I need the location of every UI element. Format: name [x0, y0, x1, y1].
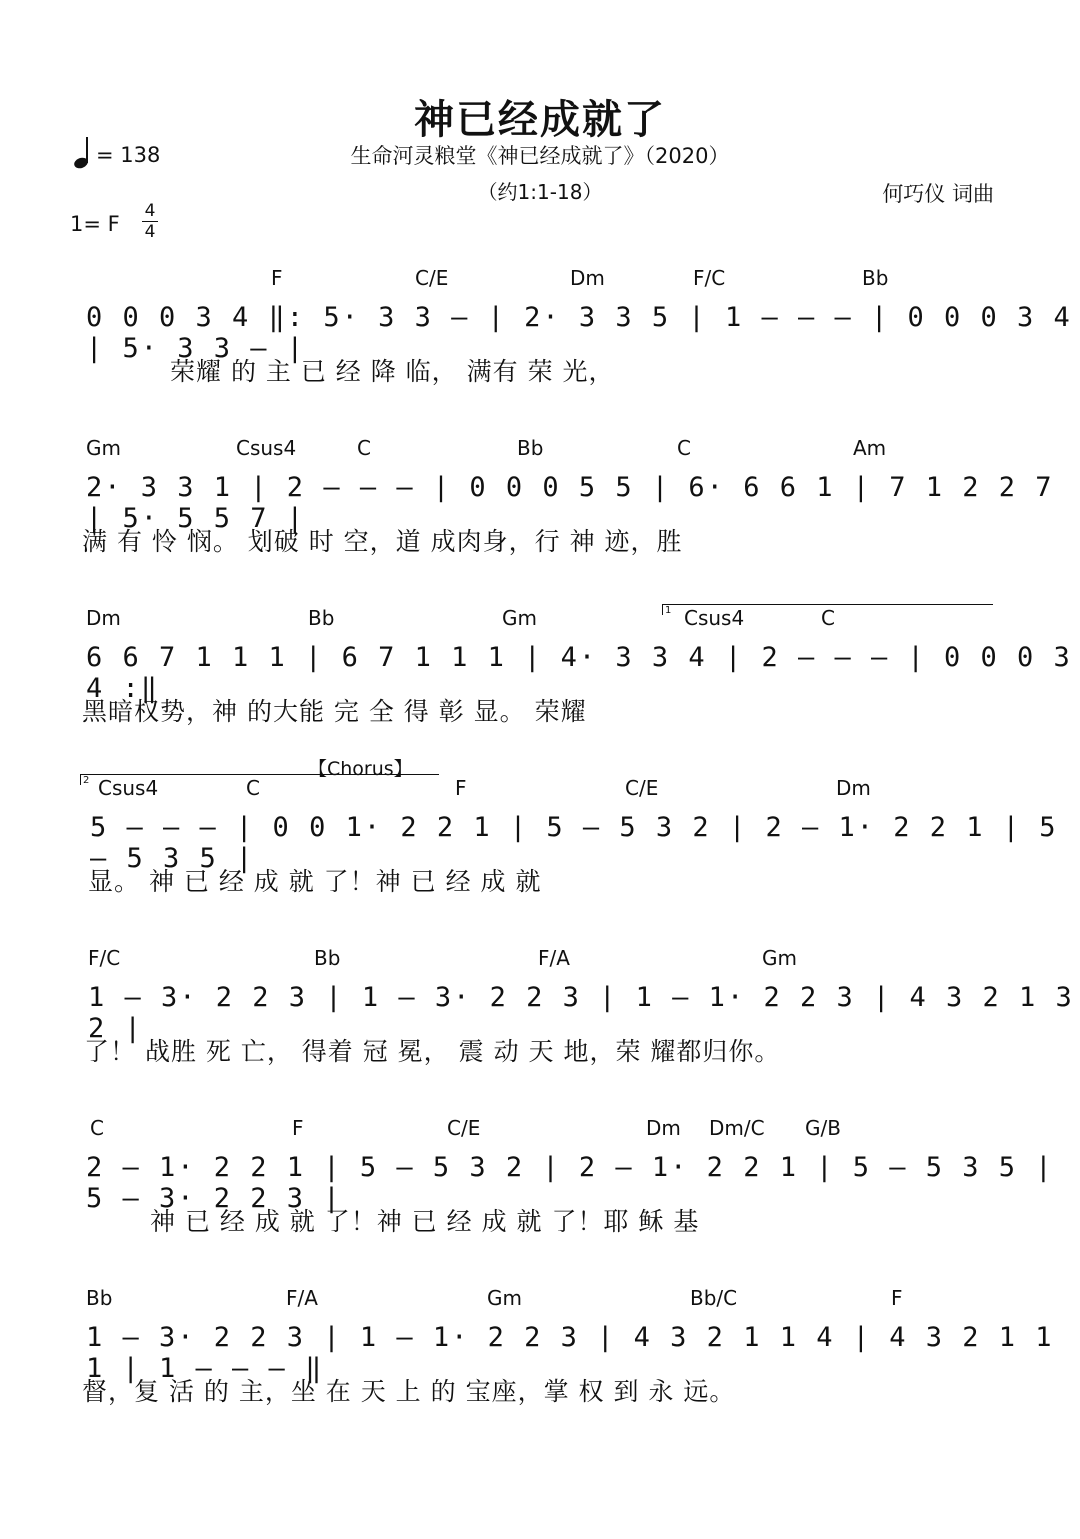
- chord-symbol: F: [455, 776, 467, 800]
- chord-symbol: Dm/C: [709, 1116, 765, 1140]
- chord-symbol: Gm: [502, 606, 537, 630]
- chord-symbol: C: [246, 776, 260, 800]
- song-title: 神已经成就了: [414, 97, 666, 143]
- time-signature-top: 4: [144, 201, 156, 221]
- tempo-value: = 138: [96, 143, 161, 167]
- composer-credit: 何巧仪 词曲: [882, 182, 994, 206]
- chord-symbol: F: [891, 1286, 903, 1310]
- notation-line: 1 — 3· 2 2 3 | 1 — 1· 2 2 3 | 4 3 2 1 1 4 | 4 3 2 1 1 1 | 1 — — — ‖: [86, 1322, 1054, 1384]
- section-marker: 【Chorus】: [308, 758, 413, 780]
- notation-line: 1 — 3· 2 2 3 | 1 — 3· 2 2 3 | 1 — 1· 2 2 3 | 4 3 2 1 3 2 |: [88, 982, 1074, 1044]
- chord-symbol: C: [821, 606, 835, 630]
- chord-symbol: C/E: [447, 1116, 481, 1140]
- score-system-4: [0, 758, 1080, 946]
- lyrics-line: 荣耀 的 主 已 经 降 临， 满有 荣 光，: [170, 357, 615, 386]
- lyrics-line: 督，复 活 的 主，坐 在 天 上 的 宝座，掌 权 到 永 远。: [82, 1377, 736, 1406]
- notation-line: 5 — — — | 0 0 1· 2 2 1 | 5 — 5 3 2 | 2 — 1· 2 2 1 | 5 — 5 3 5 |: [90, 812, 1058, 874]
- chord-symbol: Dm: [570, 266, 605, 290]
- chord-symbol: Bb: [517, 436, 544, 460]
- score-system-6: [0, 1116, 1080, 1286]
- chord-symbol: C/E: [415, 266, 449, 290]
- score-system-3: [0, 606, 1080, 776]
- notation-line: 2 — 1· 2 2 1 | 5 — 5 3 2 | 2 — 1· 2 2 1 | 5 — 5 3 5 | 5 — 3· 2 2 3 |: [86, 1152, 1054, 1214]
- time-signature-bottom: 4: [144, 222, 156, 242]
- chord-symbol: C: [677, 436, 691, 460]
- chord-symbol: Bb/C: [690, 1286, 738, 1310]
- notation-line: 2· 3 3 1 | 2 — — — | 0 0 0 5 5 | 6· 6 6 1 | 7 1 2 2 7 | 5· 5 5 7 |: [86, 472, 1054, 534]
- chord-symbol: Dm: [646, 1116, 681, 1140]
- score-system-5: [0, 946, 1080, 1116]
- chord-symbol: Csus4: [236, 436, 297, 460]
- lyrics-line: 满 有 怜 悯。 划破 时 空，道 成肉身，行 神 迹，胜: [82, 527, 683, 556]
- chord-symbol: Csus4: [98, 776, 159, 800]
- chord-symbol: C: [357, 436, 371, 460]
- chord-symbol: Gm: [762, 946, 797, 970]
- chord-symbol: F: [271, 266, 283, 290]
- volta-number: 2: [83, 775, 90, 786]
- score-system-7: [0, 1286, 1080, 1456]
- chord-symbol: Bb: [86, 1286, 113, 1310]
- quarter-note-icon: [74, 138, 90, 168]
- scripture-reference: （约1:1-18）: [477, 180, 603, 204]
- chord-symbol: F/A: [286, 1286, 318, 1310]
- volta-number: 1: [665, 605, 672, 616]
- chord-symbol: G/B: [805, 1116, 841, 1140]
- score-system-1: [0, 266, 1080, 436]
- chord-symbol: F: [292, 1116, 304, 1140]
- lyrics-line: 神 已 经 成 就 了！神 已 经 成 就 了！耶 稣 基: [150, 1207, 700, 1236]
- lyrics-line: 了！ 战胜 死 亡， 得着 冠 冕， 震 动 天 地，荣 耀都归你。: [84, 1037, 781, 1066]
- chord-symbol: F/C: [88, 946, 121, 970]
- lyrics-line: 显。 神 已 经 成 就 了！神 已 经 成 就: [88, 867, 542, 896]
- key-signature: 1= F: [70, 212, 120, 236]
- time-signature: [142, 203, 158, 240]
- chord-symbol: Bb: [308, 606, 335, 630]
- notation-line: 6 6 7 1 1 1 | 6 7 1 1 1 | 4· 3 3 4 | 2 — — — | 0 0 0 3 4 :‖: [86, 642, 1072, 704]
- chord-symbol: C: [90, 1116, 104, 1140]
- chord-symbol: Dm: [86, 606, 121, 630]
- chord-symbol: C/E: [625, 776, 659, 800]
- chord-symbol: Gm: [86, 436, 121, 460]
- chord-symbol: Dm: [836, 776, 871, 800]
- tempo-marking: [74, 138, 160, 168]
- song-subtitle: 生命河灵粮堂《神已经成就了》（2020）: [350, 144, 730, 168]
- chord-symbol: F/C: [693, 266, 726, 290]
- chord-symbol: F/A: [538, 946, 570, 970]
- chord-symbol: Am: [853, 436, 887, 460]
- chord-symbol: Bb: [862, 266, 889, 290]
- score-system-2: [0, 436, 1080, 606]
- chord-symbol: Csus4: [684, 606, 745, 630]
- notation-line: 0 0 0 3 4 ‖: 5· 3 3 — | 2· 3 3 5 | 1 — — — | 0 0 0 3 4 | 5· 3 3 — |: [86, 302, 1072, 364]
- chord-symbol: Bb: [314, 946, 341, 970]
- chord-symbol: Gm: [487, 1286, 522, 1310]
- lyrics-line: 黑暗权势，神 的大能 完 全 得 彰 显。 荣耀: [82, 697, 587, 726]
